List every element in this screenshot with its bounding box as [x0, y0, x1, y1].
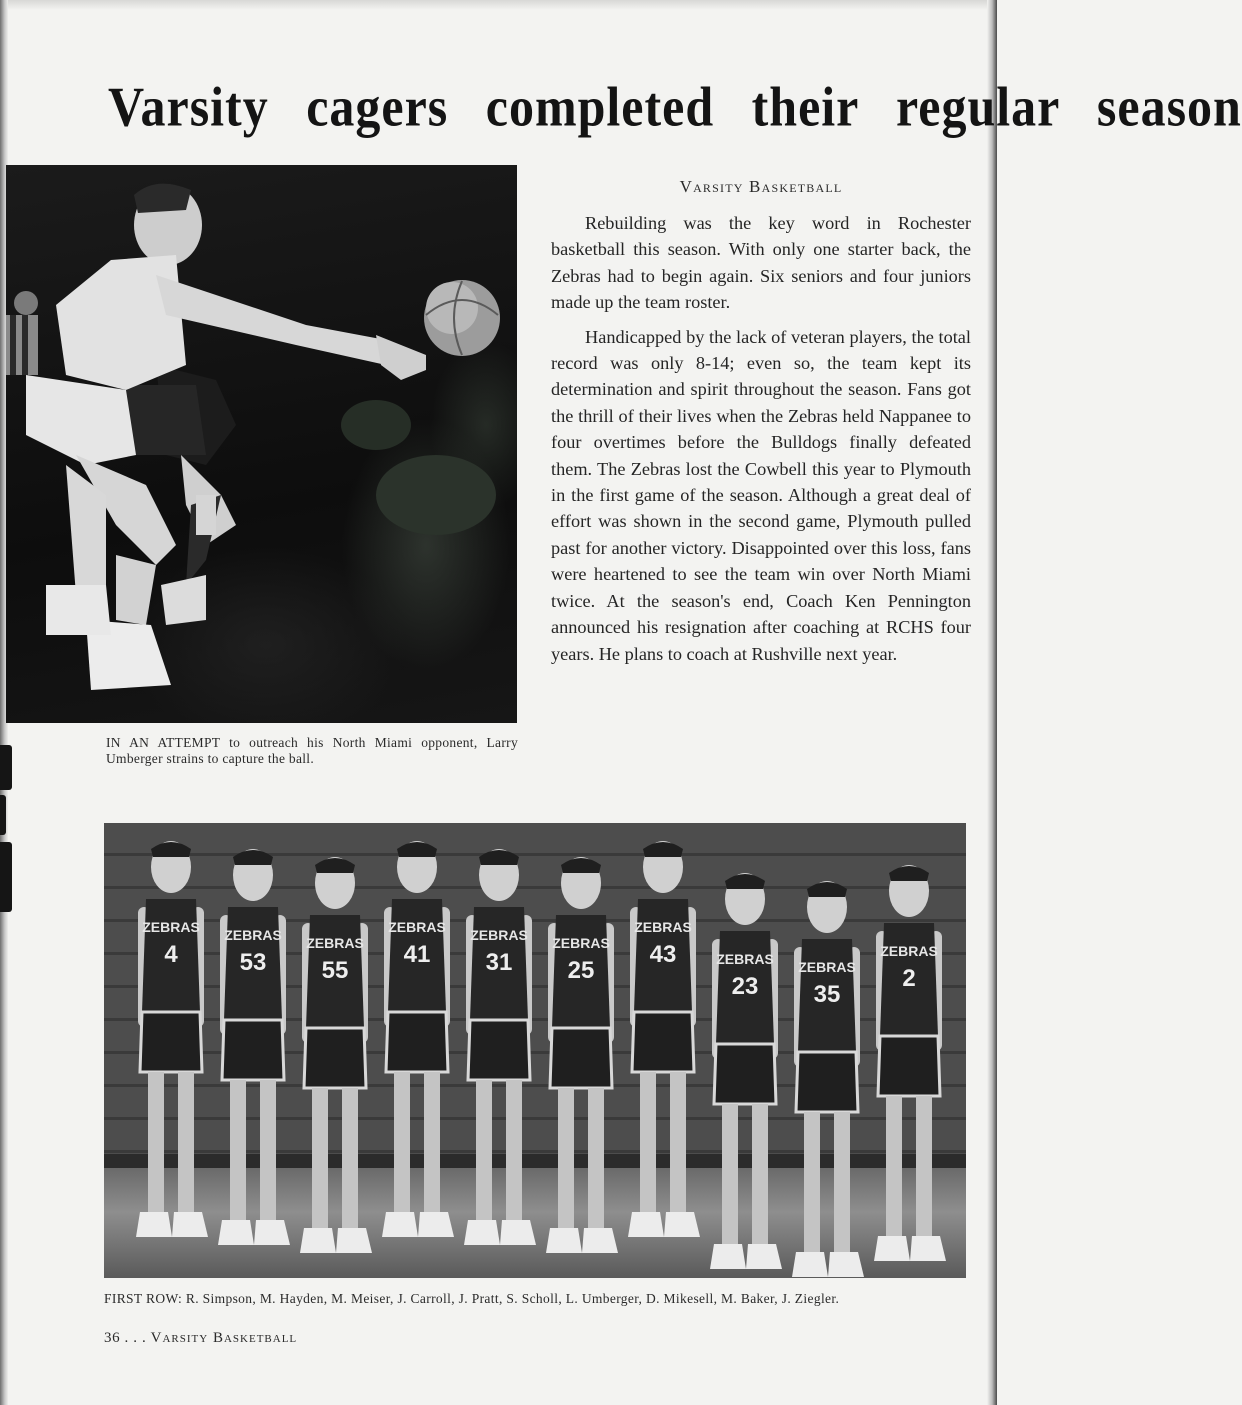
team-photo-caption: FIRST ROW: R. Simpson, M. Hayden, M. Meiser, J. Carroll, J. Pratt, S. Scholl, L. Umberger, D. Mikesell, M. Baker, J. Ziegler. — [104, 1291, 840, 1306]
article-paragraph: Handicapped by the lack of veteran players, the total record was only 8-14; even so, the team kept its determination and spirit throughout the season. Fans got the thrill of their lives when the Zebras held Nappanee to four overtimes before the Bulldogs finally defeated them. The Zebras lost the Cowbell this year to Plymouth in the first game of the season. Although a great deal of effort was shown in the second game, Plymouth pulled past for another victory. Disappointed over this loss, fans were heartened to see the team win over North Miami twice. At the season's end, Coach Ken Pennington announced his resignation after coaching at RCHS four years. He plans to coach at Rushville next year. — [551, 326, 971, 664]
jersey-lettering: ZEBRAS — [224, 927, 282, 943]
action-photo-illustration — [6, 165, 517, 723]
jersey-number: 43 — [649, 941, 677, 968]
team-player — [864, 823, 954, 1273]
jersey-number: 41 — [403, 941, 431, 968]
jersey-lettering: ZEBRAS — [798, 959, 856, 975]
jersey-lettering: ZEBRAS — [306, 935, 364, 951]
team-player — [782, 823, 872, 1273]
binder-clip-middle — [0, 795, 6, 835]
team-player — [126, 823, 216, 1273]
binder-clip-bottom — [0, 842, 12, 912]
page-footer — [104, 1330, 297, 1347]
jersey-number: 53 — [239, 949, 267, 976]
jersey-number: 55 — [321, 957, 349, 984]
article-kicker: Varsity Basketball — [679, 177, 843, 196]
jersey-lettering: ZEBRAS — [470, 927, 528, 943]
team-player — [700, 823, 790, 1273]
jersey-lettering: ZEBRAS — [880, 943, 938, 959]
footer-separator: . . . — [120, 1330, 151, 1346]
team-player — [290, 823, 380, 1273]
action-photo-caption: IN AN ATTEMPT to outreach his North Miami opponent, Larry Umberger strains to capture the ball. — [106, 735, 518, 766]
jersey-number: 31 — [485, 949, 513, 976]
page-headline: Varsity cagers completed their regular season — [108, 75, 1242, 138]
article-body — [551, 210, 971, 675]
page-top-shadow — [0, 0, 997, 10]
page-right-shadow — [987, 0, 997, 1405]
jersey-lettering: ZEBRAS — [142, 919, 200, 935]
jersey-lettering: ZEBRAS — [634, 919, 692, 935]
jersey-number: 2 — [902, 965, 916, 992]
team-player — [536, 823, 626, 1273]
page-number: 36 — [104, 1330, 121, 1346]
team-player — [618, 823, 708, 1273]
jersey-lettering: ZEBRAS — [716, 951, 774, 967]
jersey-number: 35 — [813, 981, 841, 1008]
team-photo — [104, 823, 966, 1278]
team-player — [208, 823, 298, 1273]
binder-clip-top — [0, 745, 12, 790]
jersey-lettering: ZEBRAS — [552, 935, 610, 951]
action-photo — [6, 165, 517, 723]
jersey-number: 4 — [164, 941, 178, 968]
team-player — [372, 823, 462, 1273]
jersey-lettering: ZEBRAS — [388, 919, 446, 935]
jersey-number: 25 — [567, 957, 595, 984]
team-player — [454, 823, 544, 1273]
footer-section: Varsity Basketball — [150, 1330, 298, 1346]
jersey-number: 23 — [731, 973, 759, 1000]
article-paragraph: Rebuilding was the key word in Rochester basketball this season. With only one starter back, the Zebras had to begin again. Six seniors and four juniors made up the team roster. — [551, 213, 971, 313]
